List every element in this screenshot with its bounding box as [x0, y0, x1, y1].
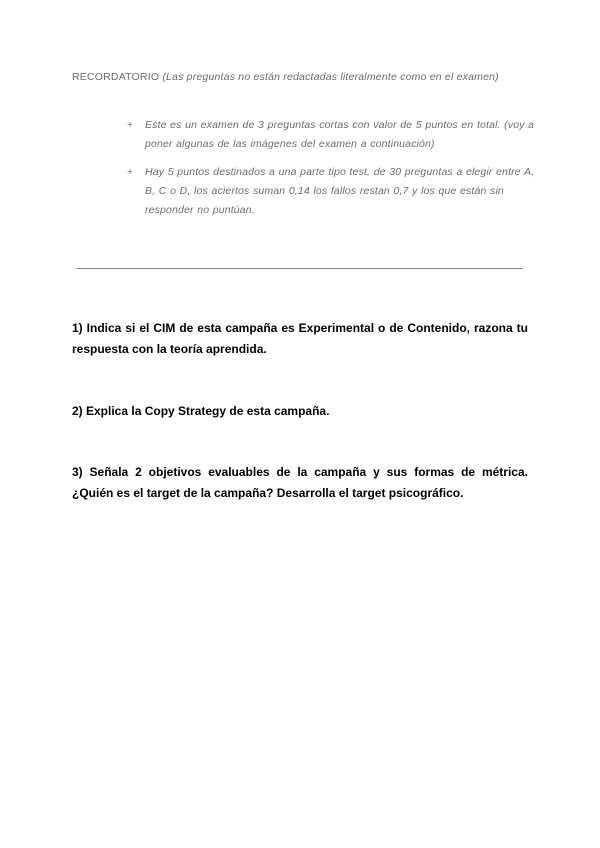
info-bullet-list [127, 116, 537, 229]
question-1: 1) Indica si el CIM de esta campaña es Experimental o de Contenido, razona tu respuesta con la teoría aprendida. [72, 321, 528, 356]
list-item [127, 163, 537, 220]
reminder-line [72, 71, 542, 83]
reminder-label: RECORDATORIO [72, 71, 160, 83]
bullet-plus-icon: + [127, 119, 134, 131]
reminder-note: (Las preguntas no están redactadas literalmente como en el examen) [162, 71, 499, 83]
bullet-plus-icon: + [127, 166, 134, 178]
question-2: 2) Explica la Copy Strategy de esta campaña. [72, 404, 330, 418]
question-3: 3) Señala 2 objetivos evaluables de la campaña y sus formas de métrica. ¿Quién es el target de la campaña? Desarrolla el target psicográfico. [72, 465, 528, 500]
section-divider [76, 268, 523, 269]
bullet-text: Hay 5 puntos destinados a una parte tipo test, de 30 preguntas a elegir entre A, B, C o D, los aciertos suman 0,14 los fallos restan 0,7 y los que están sin responder no puntúan. [145, 166, 535, 216]
list-item [127, 116, 537, 154]
bullet-text: Este es un examen de 3 preguntas cortas con valor de 5 puntos en total. (voy a poner algunas de las imágenes del examen a continuación) [145, 119, 535, 150]
